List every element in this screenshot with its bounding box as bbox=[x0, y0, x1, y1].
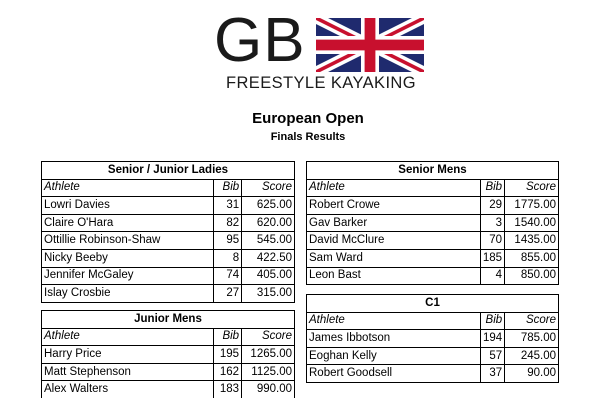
bib-cell: 8 bbox=[214, 249, 242, 267]
table-caption: Senior / Junior Ladies bbox=[42, 162, 295, 180]
bib-cell: 70 bbox=[480, 232, 504, 250]
header-athlete: Athlete bbox=[42, 179, 214, 197]
table-row bbox=[42, 214, 295, 232]
athlete-cell: Jennifer McGaley bbox=[42, 267, 214, 285]
table-row bbox=[307, 365, 559, 383]
table-row bbox=[42, 381, 295, 398]
header-bib: Bib bbox=[480, 179, 504, 197]
athlete-cell: Claire O'Hara bbox=[42, 214, 214, 232]
header-row bbox=[42, 328, 295, 346]
event-subtitle: Finals Results bbox=[270, 131, 346, 143]
header-score: Score bbox=[505, 312, 559, 330]
score-cell: 422.50 bbox=[242, 249, 295, 267]
table-row bbox=[307, 214, 559, 232]
bib-cell: 183 bbox=[214, 381, 242, 398]
athlete-cell: David McClure bbox=[307, 232, 481, 250]
score-cell: 785.00 bbox=[505, 330, 559, 348]
table-row bbox=[307, 330, 559, 348]
logo-subtitle: FREESTYLE KAYAKING bbox=[226, 74, 416, 92]
header-bib: Bib bbox=[214, 179, 242, 197]
athlete-cell: Ottillie Robinson-Shaw bbox=[42, 232, 214, 250]
score-cell: 545.00 bbox=[242, 232, 295, 250]
bib-cell: 4 bbox=[480, 267, 504, 285]
bib-cell: 57 bbox=[480, 347, 504, 365]
results-table-ladies bbox=[41, 161, 295, 303]
bib-cell: 194 bbox=[480, 330, 504, 348]
score-cell: 1125.00 bbox=[242, 363, 295, 381]
header-bib: Bib bbox=[214, 328, 242, 346]
athlete-cell: Harry Price bbox=[42, 346, 214, 364]
table-row bbox=[42, 197, 295, 215]
bib-cell: 95 bbox=[214, 232, 242, 250]
header-athlete: Athlete bbox=[307, 312, 481, 330]
athlete-cell: Robert Goodsell bbox=[307, 365, 481, 383]
results-table-junior-mens bbox=[41, 310, 295, 398]
bib-cell: 29 bbox=[480, 197, 504, 215]
score-cell: 405.00 bbox=[242, 267, 295, 285]
score-cell: 855.00 bbox=[505, 249, 559, 267]
table-caption: Junior Mens bbox=[42, 311, 295, 329]
bib-cell: 74 bbox=[214, 267, 242, 285]
header-row bbox=[307, 312, 559, 330]
logo-letters: GB bbox=[214, 6, 306, 75]
score-cell: 90.00 bbox=[505, 365, 559, 383]
bib-cell: 3 bbox=[480, 214, 504, 232]
results-table-senior-mens bbox=[306, 161, 559, 285]
bib-cell: 185 bbox=[480, 249, 504, 267]
athlete-cell: Eoghan Kelly bbox=[307, 347, 481, 365]
bib-cell: 162 bbox=[214, 363, 242, 381]
score-cell: 620.00 bbox=[242, 214, 295, 232]
athlete-cell: Islay Crosbie bbox=[42, 285, 214, 303]
event-title: European Open bbox=[252, 110, 364, 127]
header-score: Score bbox=[505, 179, 559, 197]
table-row bbox=[42, 267, 295, 285]
header-athlete: Athlete bbox=[42, 328, 214, 346]
score-cell: 850.00 bbox=[505, 267, 559, 285]
union-flag-icon bbox=[316, 18, 424, 72]
bib-cell: 31 bbox=[214, 197, 242, 215]
bib-cell: 82 bbox=[214, 214, 242, 232]
bib-cell: 195 bbox=[214, 346, 242, 364]
table-row bbox=[42, 363, 295, 381]
score-cell: 1265.00 bbox=[242, 346, 295, 364]
bib-cell: 27 bbox=[214, 285, 242, 303]
table-row bbox=[307, 197, 559, 215]
score-cell: 1775.00 bbox=[505, 197, 559, 215]
table-row bbox=[42, 232, 295, 250]
athlete-cell: Sam Ward bbox=[307, 249, 481, 267]
table-row bbox=[42, 285, 295, 303]
score-cell: 1435.00 bbox=[505, 232, 559, 250]
header-score: Score bbox=[242, 328, 295, 346]
athlete-cell: Matt Stephenson bbox=[42, 363, 214, 381]
score-cell: 990.00 bbox=[242, 381, 295, 398]
header-bib: Bib bbox=[480, 312, 504, 330]
table-row bbox=[42, 346, 295, 364]
table-row bbox=[307, 232, 559, 250]
score-cell: 315.00 bbox=[242, 285, 295, 303]
table-row bbox=[307, 267, 559, 285]
table-caption: Senior Mens bbox=[307, 162, 559, 180]
athlete-cell: Leon Bast bbox=[307, 267, 481, 285]
header-row bbox=[307, 179, 559, 197]
athlete-cell: Nicky Beeby bbox=[42, 249, 214, 267]
gb-freestyle-kayaking-logo bbox=[214, 6, 428, 94]
header-score: Score bbox=[242, 179, 295, 197]
athlete-cell: Robert Crowe bbox=[307, 197, 481, 215]
score-cell: 625.00 bbox=[242, 197, 295, 215]
athlete-cell: Alex Walters bbox=[42, 381, 214, 398]
score-cell: 1540.00 bbox=[505, 214, 559, 232]
table-caption: C1 bbox=[307, 295, 559, 313]
header-athlete: Athlete bbox=[307, 179, 481, 197]
results-table-c1 bbox=[306, 294, 559, 383]
athlete-cell: Gav Barker bbox=[307, 214, 481, 232]
athlete-cell: Lowri Davies bbox=[42, 197, 214, 215]
table-row bbox=[307, 347, 559, 365]
score-cell: 245.00 bbox=[505, 347, 559, 365]
table-row bbox=[42, 249, 295, 267]
bib-cell: 37 bbox=[480, 365, 504, 383]
table-row bbox=[307, 249, 559, 267]
header-row bbox=[42, 179, 295, 197]
athlete-cell: James Ibbotson bbox=[307, 330, 481, 348]
